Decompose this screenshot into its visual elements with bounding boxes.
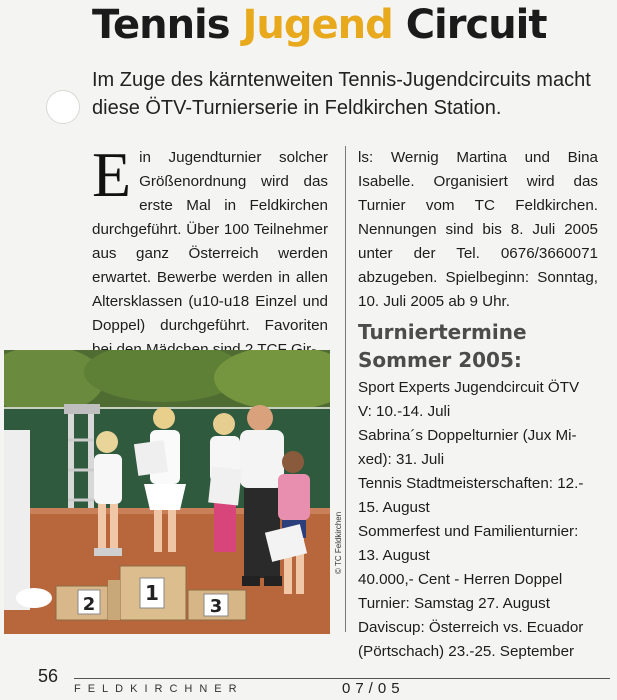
article-left-text: in Jugendturnier solcher Größenordnung wird das erste Mal in Feldkirchen durchgeführt. Über 100 Teilnehmer aus ganz Österreich werden erwartet. Bewerbe werden in allen Altersklassen (u10-u18 Einzel und Doppel) durchgeführt. Favoriten <box>92 149 328 334</box>
issue-number: 07/05 <box>342 680 405 697</box>
drop-cap: E <box>92 139 132 210</box>
article-right-text: ls: Wernig Martina und Bina Isabelle. Organisiert wird das Turnier vom TC Feldkirchen. Nennungen sind bis 8. Juli 2005 unter der Tel. 0676/3660071 abzugeben. Spielbeginn: Sonntag, 10. Juli 2005 ab 9 Uhr. <box>358 149 598 310</box>
photo-credit: © TC Feldkirchen <box>334 511 343 574</box>
schedule-line: Tennis Stadtmeisterschaften: 12.- <box>358 475 584 492</box>
schedule-line: Sommerfest und Familienturnier: <box>358 523 579 540</box>
schedule-list <box>358 376 598 664</box>
schedule-line: Daviscup: Österreich vs. Ecuador <box>358 619 584 636</box>
schedule-line: Sport Experts Jugendcircuit ÖTV <box>358 379 580 396</box>
schedule-line: (Pörtschach) 23.-25. September <box>358 643 575 660</box>
headline-part-1: Tennis <box>92 2 230 48</box>
headline-part-2: Jugend <box>242 2 393 48</box>
article-right-column <box>358 146 598 314</box>
magazine-name: FELDKIRCHNER <box>74 683 244 695</box>
schedule-line: 13. August <box>358 547 430 564</box>
schedule-line: xed): 31. Juli <box>358 451 445 468</box>
schedule-heading-line-1: Turniertermine <box>358 320 527 344</box>
schedule-heading <box>358 318 598 374</box>
schedule-heading-line-2: Sommer 2005: <box>358 348 522 372</box>
podium-label-2: 2 <box>82 594 96 615</box>
footer-rule <box>74 678 610 679</box>
podium-label-1: 1 <box>145 581 159 605</box>
article-left-column <box>92 139 328 362</box>
lead-paragraph: Im Zuge des kärntenweiten Tennis-Jugendcircuits macht diese ÖTV-Turnierserie in Feldkirchen Station. <box>92 69 591 119</box>
schedule-line: 40.000,- Cent - Herren Doppel <box>358 571 563 588</box>
headline <box>92 2 612 48</box>
podium-label-3: 3 <box>209 596 223 617</box>
schedule-line: Turnier: Samstag 27. August <box>358 595 550 612</box>
schedule-line: V: 10.-14. Juli <box>358 403 451 420</box>
schedule-line: Sabrina´s Doppelturnier (Jux Mi- <box>358 427 577 444</box>
podium-photo <box>4 350 330 634</box>
podium-photo-illustration <box>4 350 330 634</box>
headline-part-3: Circuit <box>405 2 547 48</box>
schedule-line: 15. August <box>358 499 430 516</box>
column-divider <box>345 146 346 632</box>
punch-hole <box>46 90 80 124</box>
page-number: 56 <box>38 666 59 686</box>
